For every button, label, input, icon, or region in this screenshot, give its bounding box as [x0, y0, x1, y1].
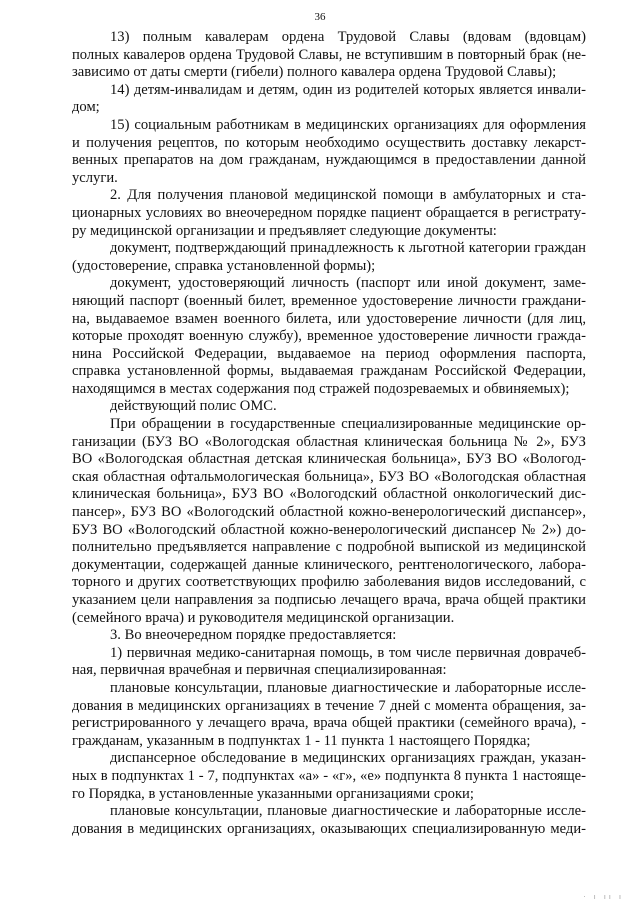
- text-line: полнительно предъявляется направление с подробной выпиской из медицинской: [72, 539, 586, 556]
- paragraph: [72, 645, 586, 680]
- text-line: няющий паспорт (военный билет, временное удостоверение личности граждани-: [72, 292, 586, 309]
- text-line: ных в подпунктах 1 - 7, подпунктах «а» - «г», «е» подпункта 8 пункта 1 настояще-: [72, 767, 586, 784]
- text-line: ВО «Вологодская областная детская клиническая больница», БУЗ ВО «Вологод-: [72, 451, 586, 468]
- text-line: пансер», БУЗ ВО «Вологодский областной кожно-венерологический диспансер»,: [72, 504, 586, 521]
- text-line: зависимо от даты смерти (гибели) полного кавалера ордена Трудовой Славы);: [72, 64, 557, 81]
- text-line: справка установленной формы, выдаваемая гражданам Российской Федерации,: [72, 363, 586, 380]
- text-line: (удостоверение, справка установленной формы);: [72, 257, 376, 274]
- paragraph: [72, 627, 586, 645]
- text-line: дования в медицинских организациях в течение 7 дней с момента обращения, за-: [72, 697, 586, 714]
- paragraph: [72, 117, 586, 187]
- text-line: плановые консультации, плановые диагностические и лабораторные иссле-: [110, 803, 586, 820]
- paragraph: [72, 750, 586, 803]
- text-line: документации, содержащей данные клинического, рентгенологического, лабора-: [72, 556, 586, 573]
- text-line: ская областная офтальмологическая больница», БУЗ ВО «Вологодская областная: [72, 468, 586, 485]
- text-line: При обращении в государственные специализированные медицинские ор-: [110, 416, 586, 433]
- text-line: находящимся в местах содержания под стражей подозреваемых и обвиняемых);: [72, 380, 570, 397]
- text-line: го Порядка, в установленные указанными организациями сроки;: [72, 785, 474, 802]
- paragraph: [72, 82, 586, 117]
- text-line: и получения рецептов, по которым необходимо осуществить доставку лекарст-: [72, 134, 586, 151]
- text-line: диспансерное обследование в медицинских организациях граждан, указан-: [110, 750, 586, 767]
- paragraph: [72, 398, 586, 416]
- paragraph: [72, 275, 586, 398]
- text-line: действующий полис ОМС.: [110, 398, 277, 415]
- text-line: 1) первичная медико-санитарная помощь, в том числе первичная доврачеб-: [110, 644, 586, 661]
- text-line: (семейного врача) и руководителя медицинской организации.: [72, 609, 455, 626]
- text-line: которые проходят военную службу), временное удостоверение личности гражда-: [72, 328, 586, 345]
- paragraph: [72, 680, 586, 750]
- text-line: услуги.: [72, 169, 118, 186]
- text-line: указанием цели направления за подписью лечащего врача, врача общей практики: [72, 592, 586, 608]
- paragraph: [72, 29, 586, 82]
- scan-margin-marks: · ı ıı ı: [583, 893, 624, 901]
- paragraph: [72, 187, 586, 240]
- paragraph: [72, 416, 586, 627]
- page-number: 36: [314, 11, 326, 23]
- text-line: 3. Во внеочередном порядке предоставляется:: [110, 627, 397, 644]
- text-line: ганизации (БУЗ ВО «Вологодская областная клиническая больница № 2», БУЗ: [72, 433, 586, 450]
- text-line: ционарных условиях во внеочередном порядке пациент обращается в регистрату-: [72, 204, 586, 221]
- text-line: гражданам, указанным в подпунктах 1 - 11 пункта 1 настоящего Порядка;: [72, 732, 531, 749]
- text-line: документ, подтверждающий принадлежность к льготной категории граждан: [110, 240, 586, 257]
- text-line: клиническая больница», БУЗ ВО «Вологодский областной онкологический дис-: [72, 486, 586, 503]
- text-line: 15) социальным работникам в медицинских организациях для оформления: [110, 116, 586, 133]
- text-line: регистрированного у лечащего врача, врача общей практики (семейного врача), -: [72, 715, 586, 732]
- text-line: БУЗ ВО «Вологодский областной кожно-венерологический диспансер № 2») до-: [72, 521, 586, 538]
- text-line: торного и других соответствующих профилю заболевания видов исследований, с: [72, 574, 586, 591]
- text-line: ная, первичная врачебная и первичная специализированная:: [72, 662, 447, 679]
- text-line: полных кавалеров ордена Трудовой Славы, не вступившим в повторный брак (не-: [72, 46, 586, 63]
- text-line: дования в медицинских организациях, оказывающих специализированную меди-: [72, 820, 586, 837]
- paragraph: [72, 803, 586, 838]
- text-line: венных препаратов на дом гражданам, нуждающимся в предоставлении данной: [72, 152, 586, 169]
- document-body: [72, 29, 586, 838]
- text-line: дом;: [72, 99, 100, 116]
- text-line: 14) детям-инвалидам и детям, один из родителей которых является инвали-: [110, 81, 586, 98]
- text-line: плановые консультации, плановые диагностические и лабораторные иссле-: [110, 679, 586, 696]
- text-line: на, выдаваемое взамен военного билета, или удостоверение личности (для лиц,: [72, 310, 586, 327]
- paragraph: [72, 240, 586, 275]
- text-line: нина Российской Федерации, выдаваемое на период оформления паспорта,: [72, 345, 586, 362]
- text-line: 13) полным кавалерам ордена Трудовой Славы (вдовам (вдовцам): [110, 29, 586, 45]
- text-line: ру медицинской организации и предъявляет следующие документы:: [72, 222, 497, 239]
- text-line: 2. Для получения плановой медицинской помощи в амбулаторных и ста-: [110, 187, 586, 204]
- text-line: документ, удостоверяющий личность (паспорт или иной документ, заме-: [110, 275, 586, 292]
